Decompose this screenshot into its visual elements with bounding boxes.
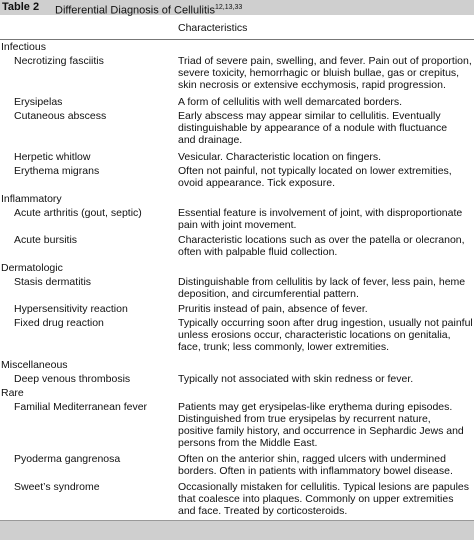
column-header-characteristics: Characteristics xyxy=(178,22,248,34)
condition-name: Acute arthritis (gout, septic) xyxy=(14,207,142,219)
table-footer-bar xyxy=(0,520,474,540)
column-header-row xyxy=(0,17,474,40)
condition-name: Acute bursitis xyxy=(14,234,78,246)
condition-characteristics: Early abscess may appear similar to cellulitis. Eventually distinguishable by appearance of a nodule with fluctuance and drainage. xyxy=(178,110,448,146)
condition-name: Erythema migrans xyxy=(14,165,100,177)
table-title-text: Differential Diagnosis of Cellulitis xyxy=(55,4,215,17)
condition-characteristics: A form of cellulitis with well demarcated borders. xyxy=(178,96,403,108)
condition-name: Deep venous thrombosis xyxy=(14,373,131,385)
condition-name: Sweet’s syndrome xyxy=(14,481,100,493)
condition-name: Erysipelas xyxy=(14,96,63,108)
category-label: Dermatologic xyxy=(1,262,63,274)
condition-characteristics: Patients may get erysipelas-like erythema during episodes. Distinguished from true erysipelas by recurrent nature, positive family history, and occurrence in Sephardic Jews and persons from the Middle East. xyxy=(178,401,464,449)
condition-characteristics: Vesicular. Characteristic location on fingers. xyxy=(178,151,382,163)
condition-name: Cutaneous abscess xyxy=(14,110,107,122)
condition-name: Necrotizing fasciitis xyxy=(14,55,104,67)
condition-name: Pyoderma gangrenosa xyxy=(14,453,121,465)
table-title xyxy=(55,0,242,19)
condition-characteristics: Occasionally mistaken for cellulitis. Typical lesions are papules that coalesce into plaques. Commonly on upper extremities and face. Treated by corticosteroids. xyxy=(178,481,470,517)
category-label: Inflammatory xyxy=(1,193,62,205)
condition-name: Familial Mediterranean fever xyxy=(14,401,148,413)
table-number: Table 2 xyxy=(2,1,40,13)
condition-characteristics: Typically occurring soon after drug ingestion, usually not painful unless erosions occur, characteristic locations on genitalia, face, trunk; less commonly, lower extremities. xyxy=(178,317,473,353)
condition-name: Herpetic whitlow xyxy=(14,151,91,163)
condition-name: Stasis dermatitis xyxy=(14,276,92,288)
table-header-bar xyxy=(0,0,474,15)
condition-characteristics: Triad of severe pain, swelling, and fever. Pain out of proportion, severe toxicity, hemorrhagic or bluish bullae, gas or crepitus, skin necrosis or extensive ecchymosis, rapid progression. xyxy=(178,55,472,91)
condition-characteristics: Typically not associated with skin redness or fever. xyxy=(178,373,414,385)
condition-characteristics: Distinguishable from cellulitis by lack of fever, less pain, heme deposition, and circumferential pattern. xyxy=(178,276,466,300)
condition-characteristics: Characteristic locations such as over the patella or olecranon, often with palpable fluid collection. xyxy=(178,234,465,258)
category-label: Infectious xyxy=(1,41,46,53)
condition-characteristics: Often not painful, not typically located on lower extremities, ovoid appearance. Tick exposure. xyxy=(178,165,452,189)
condition-characteristics: Essential feature is involvement of joint, with disproportionate pain with joint movement. xyxy=(178,207,463,231)
condition-characteristics: Pruritis instead of pain, absence of fever. xyxy=(178,303,368,315)
condition-name: Hypersensitivity reaction xyxy=(14,303,128,315)
category-label: Rare xyxy=(1,387,24,399)
condition-characteristics: Often on the anterior shin, ragged ulcers with undermined borders. Often in patients with inflammatory bowel disease. xyxy=(178,453,453,477)
category-label: Miscellaneous xyxy=(1,359,68,371)
table-references: 12,13,33 xyxy=(214,4,243,11)
condition-name: Fixed drug reaction xyxy=(14,317,104,329)
